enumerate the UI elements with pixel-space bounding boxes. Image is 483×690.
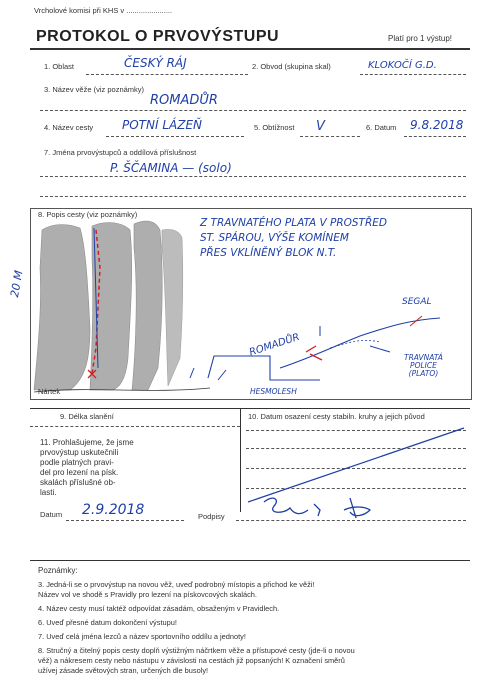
header-rule: [30, 48, 470, 50]
rappel-label: 9. Délka slanění: [60, 412, 114, 421]
declaration-line-6: lasti.: [40, 488, 57, 497]
declaration-line-3: podle platných pravi-: [40, 458, 114, 467]
declaration-date-value: 2.9.2018: [82, 502, 145, 518]
hesmo-label: HESMOLESH: [250, 387, 297, 396]
rappel-line: [30, 426, 240, 427]
note-8a: 8. Stručný a čitelný popis cesty doplň výstižným náčrtkem věže a přístupové cesty (jde-li o novou: [38, 646, 355, 655]
grass-label-3: (PLATO): [408, 369, 439, 378]
grass-label-1: TRAVNATÁ: [404, 353, 443, 362]
page-title: PROTOKOL O PRVOVÝSTUPU: [36, 28, 280, 45]
declaration-date-label: Datum: [40, 510, 63, 519]
route-label: 4. Název cesty: [44, 123, 94, 132]
notes-rule: [30, 560, 470, 561]
note-4: 4. Název cesty musí taktéž odpovídat zásadám, obsaženým v Pravidlech.: [38, 604, 280, 613]
height-label: 20 M: [8, 269, 26, 299]
district-line: [360, 74, 466, 75]
note-6: 6. Uveď přesné datum dokončení výstupu!: [38, 618, 177, 627]
row-rule-9: [30, 408, 470, 409]
declaration-line-1: 11. Prohlašujeme, že jsme: [40, 438, 134, 447]
vertical-divider: [240, 408, 241, 512]
route-line: [106, 136, 244, 137]
grass-label-2: POLICE: [410, 361, 437, 370]
area-line: [86, 74, 248, 75]
commission-line: Vrcholové komisi při KHS v ......................: [34, 6, 173, 15]
date-value: 9.8.2018: [410, 118, 464, 132]
note-7: 7. Uveď celá jména lezců a název sportovního oddílu a jednoty!: [38, 632, 246, 641]
date-label: 6. Datum: [366, 123, 397, 132]
description-text: [200, 216, 387, 261]
area-value: ČESKÝ RÁJ: [124, 56, 187, 70]
declaration-text: [40, 438, 134, 498]
description-line-3: PŘES VKLÍNĚNÝ BLOK N.T.: [200, 247, 337, 259]
grass-ledge-label: [404, 354, 443, 378]
description-label: 8. Popis cesty (viz poznámky): [38, 210, 138, 219]
tower-value: ROMADŮR: [150, 93, 218, 108]
sketch-label: Nártek: [38, 387, 61, 396]
signature-line: [236, 520, 466, 521]
declaration-date-line: [66, 520, 184, 521]
climbers-line-2: [40, 196, 466, 197]
declaration-line-2: prvovýstup uskutečnili: [40, 448, 119, 457]
notes-title: Poznámky:: [38, 566, 78, 575]
declaration-line-5: skalách příslušné ob-: [40, 478, 116, 487]
note-8b: věž) a nákresem cesty nebo nástupu v závislosti na cestách již popsaných! K označení směrů: [38, 656, 345, 665]
description-line-1: Z TRAVNATÉHO PLATA V PROSTŘED: [200, 217, 387, 229]
area-label: 1. Oblast: [44, 62, 75, 71]
grade-label: 5. Obtížnost: [254, 123, 295, 132]
climbers-line-1: [40, 176, 466, 177]
grade-line: [300, 136, 360, 137]
climbers-value: P. ŠČAMINA — (solo): [110, 161, 232, 175]
declaration-line-4: del pro lezení na písk.: [40, 468, 119, 477]
tower-line: [40, 110, 466, 111]
date-line: [404, 136, 466, 137]
anchor-label: 10. Datum osazení cesty stabiln. kruhy a jejich původ: [248, 412, 425, 421]
signature-label: Podpisy: [198, 512, 225, 521]
validity-note: Platí pro 1 výstup!: [388, 34, 453, 43]
description-line-2: ST. SPÁROU, VÝŠE KOMÍNEM: [200, 232, 349, 244]
tower-label: 3. Název věže (viz poznámky): [44, 85, 145, 94]
district-value: KLOKOČÍ G.D.: [368, 60, 437, 71]
note-3b: Název vol ve shodě s Pravidly pro lezení na pískovcových skalách.: [38, 590, 257, 599]
segal-label: SEGAL: [402, 297, 432, 307]
note-3a: 3. Jedná-li se o prvovýstup na novou věž, uveď podrobný místopis a přichod ke věži!: [38, 580, 315, 589]
signature-image: [260, 488, 380, 528]
grade-value: V: [316, 119, 325, 134]
note-8c: užívej zásade světových stran, určených dle busoly!: [38, 666, 209, 675]
climbers-label: 7. Jména prvovýstupců a oddílová příslušnost: [44, 148, 197, 157]
romadur-label: ROMADŮR: [248, 331, 302, 359]
route-value: POTNÍ LÁZEŇ: [122, 118, 203, 132]
district-label: 2. Obvod (skupina skal): [252, 62, 331, 71]
